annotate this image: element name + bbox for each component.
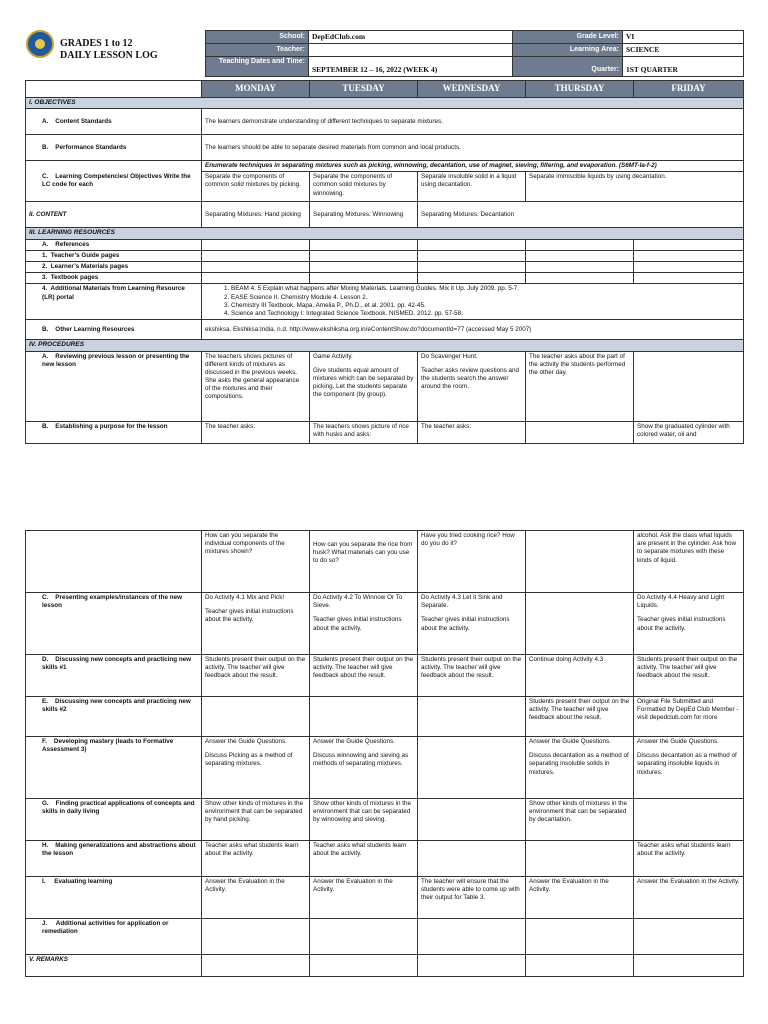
competency-wednesday: Separate insoluble solid in a liquid using decantation. xyxy=(418,172,526,202)
section-objectives: I. OBJECTIVES xyxy=(26,97,744,108)
lesson-table-page-2 xyxy=(25,530,744,977)
procedure-i-tuesday: Answer the Evaluation in the Activity. xyxy=(310,877,418,919)
log-title-line1: GRADES 1 to 12 xyxy=(60,38,133,49)
procedure-f-monday xyxy=(202,737,310,799)
procedure-b2-tuesday: How can you separate the rice from husk? What materials can you use to do so? xyxy=(310,531,418,593)
procedure-c-wednesday-2: Teacher gives initial instructions about the activity. xyxy=(421,616,510,632)
procedure-b-thursday xyxy=(526,421,634,443)
procedure-d-label: D. Discussing new concepts and practicing new skills #1 xyxy=(26,655,202,697)
procedure-g-tuesday: Show other kinds of mixtures in the environment that can be separated by winnowing and sieving. xyxy=(310,799,418,841)
teachers-guide-label: 1. Teacher’s Guide pages xyxy=(26,250,202,261)
day-wednesday: WEDNESDAY xyxy=(418,81,526,98)
procedure-a-tuesday-2: Give students equal amount of mixtures which can be separated by picking. Let the students separate the component (by group). xyxy=(313,366,414,399)
section-remarks: V. REMARKS xyxy=(26,955,202,977)
procedure-b-tuesday: The teachers shows picture of rice with husks and asks: xyxy=(310,421,418,443)
procedure-b2-wednesday: Have you tried cooking rice? How do you do it? xyxy=(418,531,526,593)
competency-tuesday: Separate the components of common solid mixtures by winnowing. xyxy=(310,172,418,202)
procedure-c-friday-2: Teacher gives initial instructions about the activity. xyxy=(637,616,726,632)
procedure-c-friday-1: Do Activity 4.4 Heavy and Light Liquids. xyxy=(637,594,725,610)
references-label: A. References xyxy=(26,239,202,250)
procedure-c-tuesday xyxy=(310,593,418,655)
procedure-a-wednesday xyxy=(418,351,526,421)
teacher-value xyxy=(309,43,513,56)
procedure-a-monday: The teachers shows pictures of different kinds of mixtures as discussed in the previous weeks. She asks the general appearance of the mixtures and their compositions. xyxy=(202,351,310,421)
competency-monday: Separate the components of common solid mixtures by picking. xyxy=(202,172,310,202)
section-procedures: IV. PROCEDURES xyxy=(26,340,744,351)
learning-competencies-main: Enumerate techniques in separating mixtures such as picking, winnowing, decantation, use of magnet, sieving, filtering, and evaporation. (S6MT-Ia-f-2) xyxy=(202,161,744,172)
performance-standards-label: B. Performance Standards xyxy=(26,135,202,161)
procedure-a-tuesday-1: Game Activity. xyxy=(313,352,353,360)
procedure-b-wednesday: The teacher asks: xyxy=(418,421,526,443)
procedure-b2-thursday xyxy=(526,531,634,593)
other-resources-label: B. Other Learning Resources xyxy=(26,320,202,340)
teacher-label: Teacher: xyxy=(206,43,309,56)
procedure-c-tuesday-2: Teacher gives initial instructions about the activity. xyxy=(313,616,402,632)
days-header-row xyxy=(26,81,744,98)
procedure-b-continued-label xyxy=(26,531,202,593)
procedure-c-tuesday-1: Do Activity 4.2 To Winnow Or To Sieve. xyxy=(313,594,403,610)
procedure-e-label: E. Discussing new concepts and practicing new skills #2 xyxy=(26,697,202,737)
procedure-d-thursday: Continue doing Activity 4.3 xyxy=(526,655,634,697)
learning-competencies-label: C. Learning Competencies/ Objectives Write the LC code for each xyxy=(26,161,202,202)
learning-area-value: SCIENCE xyxy=(623,43,744,56)
procedure-f-thursday-2: Discuss decantation as a method of separating insoluble solids in mixtures. xyxy=(529,752,629,776)
procedure-d-friday: Students present their output on the activity. The teacher will give feedback about the result. xyxy=(634,655,744,697)
procedure-f-friday xyxy=(634,737,744,799)
procedure-g-thursday: Show other kinds of mixtures in the environment that can be separated by decantation. xyxy=(526,799,634,841)
procedure-g-monday: Show other kinds of mixtures in the environment that can be separated by hand picking. xyxy=(202,799,310,841)
procedure-c-wednesday xyxy=(418,593,526,655)
content-standards-text: The learners demonstrate understanding of different techniques to separate mixtures. xyxy=(202,109,744,135)
textbook-pages-label: 3. Textbook pages xyxy=(26,273,202,284)
procedure-i-friday: Answer the Evaluation in the Activity. xyxy=(634,877,744,919)
quarter-value: 1ST QUARTER xyxy=(623,56,744,76)
school-value: DepEdClub.com xyxy=(309,31,513,44)
performance-standards-text: The learners should be able to separate desired materials from common and local products. xyxy=(202,135,744,161)
procedure-g-label: G. Finding practical applications of concepts and skills in daily living xyxy=(26,799,202,841)
additional-material-item: 3. Chemistry III Textbook. Mapa, Amelia P., Ph.D., et al. 2001. pp. 42-45. xyxy=(231,302,740,310)
content-standards-label: A. Content Standards xyxy=(26,109,202,135)
procedure-f-thursday xyxy=(526,737,634,799)
content-tuesday: Separating Mixtures: Winnowing xyxy=(310,202,418,228)
procedure-e-friday: Original File Submitted and Formatted by DepEd Club Member - visit depedclub.com for more xyxy=(634,697,744,737)
procedure-c-friday xyxy=(634,593,744,655)
procedure-c-wednesday-1: Do Activity 4.3 Let it Sink and Separate. xyxy=(421,594,503,610)
procedure-f-tuesday-1: Answer the Guide Questions. xyxy=(313,738,395,745)
procedure-h-friday: Teacher asks what students learn about the activity. xyxy=(634,841,744,877)
teaching-dates-label: Teaching Dates and Time: xyxy=(206,56,309,76)
content-wednesday-friday: Separating Mixtures: Decantation xyxy=(418,202,744,228)
quarter-label: Quarter: xyxy=(513,56,623,76)
procedure-d-monday: Students present their output on the activity. The teacher will give feedback about the result. xyxy=(202,655,310,697)
procedure-i-wednesday: The teacher will ensure that the students were able to come up with their output for Table 3. xyxy=(418,877,526,919)
day-tuesday: TUESDAY xyxy=(310,81,418,98)
procedure-c-monday-1: Do Activity 4.1 Mix and Pick! xyxy=(205,594,285,601)
header-table xyxy=(205,30,744,77)
deped-seal-logo xyxy=(26,30,54,58)
procedure-c-monday-2: Teacher gives initial instructions about the activity. xyxy=(205,608,294,624)
procedure-b2-monday: How can you separate the individual components of the mixtures shown? xyxy=(202,531,310,593)
procedure-f-tuesday-2: Discuss winnowing and sieving as methods of separating mixtures. xyxy=(313,752,409,768)
procedure-c-monday xyxy=(202,593,310,655)
procedure-d-tuesday: Students present their output on the activity. The teacher will give feedback about the result. xyxy=(310,655,418,697)
procedure-a-thursday: The teacher asks about the part of the activity the students performed the other day. xyxy=(526,351,634,421)
additional-materials-label: 4. Additional Materials from Learning Resource (LR) portal xyxy=(26,284,202,320)
procedure-b-friday: Show the graduated cylinder with colored water, oil and xyxy=(634,421,744,443)
log-title-line2: DAILY LESSON LOG xyxy=(60,50,158,61)
procedure-f-friday-2: Discuss decantation as a method of separating insoluble liquids in mixtures. xyxy=(637,752,737,776)
procedure-f-monday-1: Answer the Guide Questions. xyxy=(205,738,287,745)
procedure-a-tuesday xyxy=(310,351,418,421)
other-resources-text: ekshiksa. Ekshiksa:India. n.d. http://www.ekshiksha.org.in/eContentShow.do?documentId=77 (accessed May 5 2007) xyxy=(202,320,744,340)
learning-area-label: Learning Area: xyxy=(513,43,623,56)
day-thursday: THURSDAY xyxy=(526,81,634,98)
procedure-b-monday: The teacher asks: xyxy=(202,421,310,443)
procedure-f-tuesday xyxy=(310,737,418,799)
procedure-j-label: J. Additional activities for application or remediation xyxy=(26,919,202,955)
additional-material-item: 2. EASE Science II. Chemistry Module 4. Lesson 2. xyxy=(231,294,740,302)
procedure-f-label: F. Developing mastery (leads to Formative Assessment 3) xyxy=(26,737,202,799)
procedure-i-label: I. Evaluating learning xyxy=(26,877,202,919)
additional-material-item: 1. BEAM 4. 5 Explain what happens after Mixing Materials. Learning Guides. Mix it Up. July 2009. pp. 5-7. xyxy=(231,285,740,293)
section-content: II. CONTENT xyxy=(26,202,202,228)
procedure-a-wednesday-2: Teacher asks review questions and the students search the answer around the room. xyxy=(421,366,520,391)
procedure-i-thursday: Answer the Evaluation in the Activity. xyxy=(526,877,634,919)
procedure-c-thursday xyxy=(526,593,634,655)
section-learning-resources: III. LEARNING RESOURCES xyxy=(26,228,744,239)
procedure-f-monday-2: Discuss Picking as a method of separating mixtures. xyxy=(205,752,293,768)
additional-material-item: 4. Science and Technology I: Integrated Science Textbook. NISMED. 2012. pp. 57-58. xyxy=(231,310,740,318)
procedure-f-thursday-1: Answer the Guide Questions. xyxy=(529,738,611,745)
procedure-a-friday xyxy=(634,351,744,421)
procedure-b-label: B. Establishing a purpose for the lesson xyxy=(26,421,202,443)
teaching-dates-value: SEPTEMBER 12 – 16, 2022 (WEEK 4) xyxy=(309,56,513,76)
day-monday: MONDAY xyxy=(202,81,310,98)
lesson-table-page-1 xyxy=(25,80,744,444)
procedure-d-wednesday: Students present their output on the activity. The teacher will give feedback about the result. xyxy=(418,655,526,697)
content-monday: Separating Mixtures: Hand picking xyxy=(202,202,310,228)
grade-level-value: VI xyxy=(623,31,744,44)
procedure-i-monday: Answer the Evaluation in the Activity. xyxy=(202,877,310,919)
additional-materials-list xyxy=(202,284,744,320)
learners-materials-label: 2. Learner’s Materials pages xyxy=(26,262,202,273)
log-title xyxy=(60,38,158,62)
procedure-b2-friday: alcohol. Ask the class what liquids are present in the cylinder. Ask how to separate mixtures with these kinds of liquid. xyxy=(634,531,744,593)
procedure-h-monday: Teacher asks what students learn about the activity. xyxy=(202,841,310,877)
competency-thursday-friday: Separate immiscible liquids by using decantation. xyxy=(526,172,744,202)
procedure-a-wednesday-1: Do Scavenger Hunt. xyxy=(421,352,478,360)
procedure-e-thursday: Students present their output on the activity. The teacher will give feedback about the result. xyxy=(526,697,634,737)
grade-level-label: Grade Level: xyxy=(513,31,623,44)
day-friday: FRIDAY xyxy=(634,81,744,98)
procedure-a-label: A. Reviewing previous lesson or presenting the new lesson xyxy=(26,351,202,421)
procedure-c-label: C. Presenting examples/instances of the new lesson xyxy=(26,593,202,655)
procedure-f-friday-1: Answer the Guide Questions. xyxy=(637,738,719,745)
procedure-h-tuesday: Teacher asks what students learn about the activity. xyxy=(310,841,418,877)
procedure-h-label: H. Making generalizations and abstractions about the lesson xyxy=(26,841,202,877)
school-label: School: xyxy=(206,31,309,44)
